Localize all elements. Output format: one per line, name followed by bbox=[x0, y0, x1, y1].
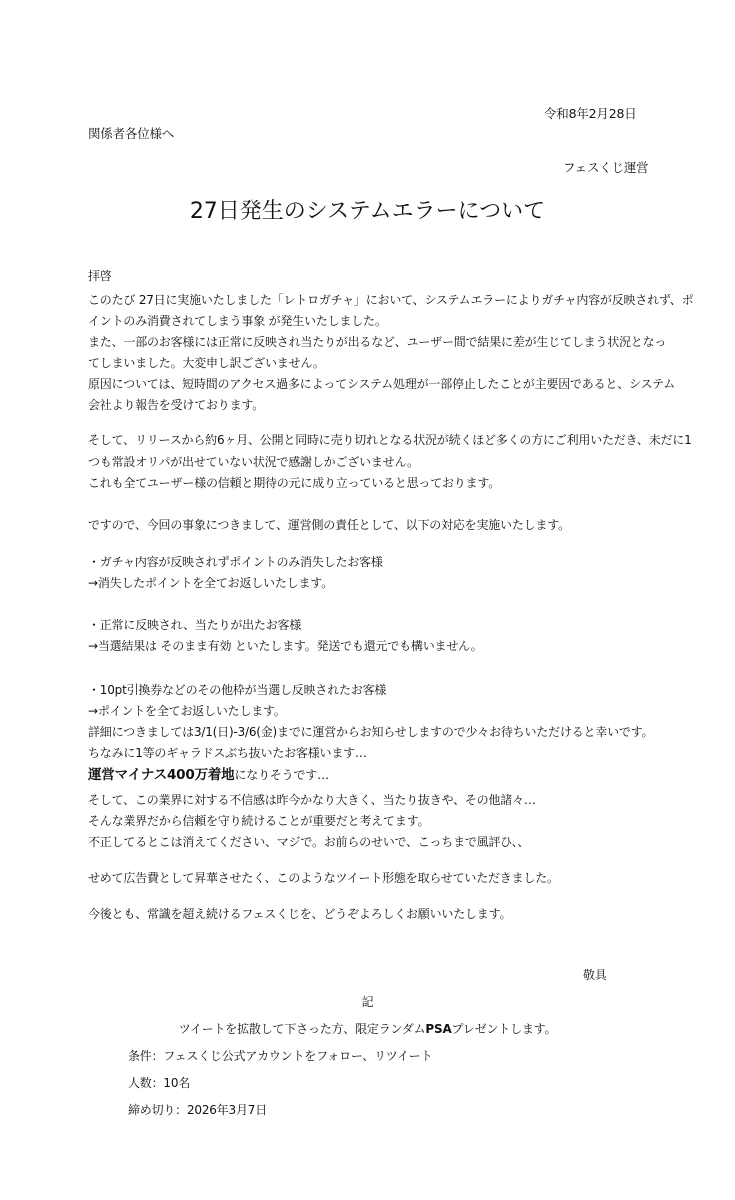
paragraph-4-line-3 bbox=[88, 767, 329, 783]
letter-date: 令和8年2月28日 bbox=[544, 106, 637, 121]
case-1-heading: ・ガチャ内容が反映されずポイントのみ消失したお客様 bbox=[88, 555, 383, 569]
paragraph-4-line-2: ちなみに1等のギャラドスぶち抜いたお客様います… bbox=[88, 746, 367, 760]
loss-highlight: 運営マイナス400万着地 bbox=[88, 767, 235, 783]
campaign-deadline: 締め切り：2026年3月7日 bbox=[128, 1103, 268, 1117]
ki-heading: 記 bbox=[361, 995, 374, 1009]
campaign-notice bbox=[0, 1021, 735, 1037]
paragraph-1-line-2: イントのみ消費されてしまう事象 が発生いたしました。 bbox=[88, 314, 387, 328]
closing: 敬具 bbox=[583, 968, 607, 982]
case-2-action: →当選結果は そのまま有効 といたします。発送でも還元でも構いません。 bbox=[88, 639, 483, 653]
paragraph-1-line-1: このたび 27日に実施いたしました「レトロガチャ」において、システムエラーによりガチャ内容が反映されず、ポ bbox=[88, 293, 694, 307]
paragraph-4-line-1: 詳細につきましては3/1(日)-3/6(金)までに運営からお知らせしますので少々お待ちいただけると幸いです。 bbox=[88, 725, 654, 739]
paragraph-3: ですので、今回の事象につきまして、運営側の責任として、以下の対応を実施いたします。 bbox=[88, 518, 570, 532]
paragraph-1-line-5: 原因については、短時間のアクセス過多によってシステム処理が一部停止したことが主要因であると、システム bbox=[88, 377, 676, 391]
campaign-condition: 条件：フェスくじ公式アカウントをフォロー、リツイート bbox=[128, 1049, 433, 1063]
paragraph-4-line-5: そんな業界だから信頼を守り続けることが重要だと考えてます。 bbox=[88, 814, 430, 828]
paragraph-1-line-3: また、一部のお客様には正常に反映され当たりが出るなど、ユーザー間で結果に差が生じてしまう状況となっ bbox=[88, 335, 667, 349]
campaign-text-pre: ツイートを拡散して下さった方、限定ランダム bbox=[178, 1022, 426, 1036]
paragraph-6: 今後とも、常識を超え続けるフェスくじを、どうぞよろしくお願いいたします。 bbox=[88, 907, 512, 921]
paragraph-4-line-6: 不正してるとこは消えてください、マジで。お前らのせいで、こっちまで風評ひ、、 bbox=[88, 835, 530, 849]
paragraph-5: せめて広告費として昇華させたく、このようなツイート形態を取らせていただきました。 bbox=[88, 871, 559, 885]
paragraph-2-line-2: つも常設オリパが出せていない状況で感謝しかございません。 bbox=[88, 455, 419, 469]
campaign-count: 人数：10名 bbox=[128, 1076, 191, 1090]
salutation: 拝啓 bbox=[88, 269, 112, 283]
case-3-heading: ・10pt引換券などのその他枠が当選し反映されたお客様 bbox=[88, 683, 387, 697]
case-3-action: →ポイントを全てお返しいたします。 bbox=[88, 704, 286, 718]
campaign-text-post: プレゼントします。 bbox=[451, 1022, 557, 1036]
paragraph-1-line-6: 会社より報告を受けております。 bbox=[88, 398, 265, 412]
paragraph-1-line-4: てしまいました。大変申し訳ございません。 bbox=[88, 356, 325, 370]
paragraph-2-line-3: これも全てユーザー様の信頼と期待の元に成り立っていると思っております。 bbox=[88, 476, 501, 490]
letter-title: 27日発生のシステムエラーについて bbox=[189, 199, 546, 224]
campaign-psa: PSA bbox=[425, 1022, 452, 1036]
case-2-heading: ・正常に反映され、当たりが出たお客様 bbox=[88, 618, 302, 632]
paragraph-4-line-4: そして、この業界に対する不信感は昨今かなり大きく、当たり抜きや、その他諸々… bbox=[88, 793, 536, 807]
letter-sender: フェスくじ運営 bbox=[563, 160, 649, 175]
loss-highlight-rest: になりそうです… bbox=[234, 768, 329, 782]
letter-addressee: 関係者各位様へ bbox=[88, 126, 175, 141]
paragraph-2-line-1: そして、リリースから約6ヶ月、公開と同時に売り切れとなる状況が続くほど多くの方にご利用いただき、未だに1 bbox=[88, 433, 692, 447]
case-1-action: →消失したポイントを全てお返しいたします。 bbox=[88, 576, 333, 590]
